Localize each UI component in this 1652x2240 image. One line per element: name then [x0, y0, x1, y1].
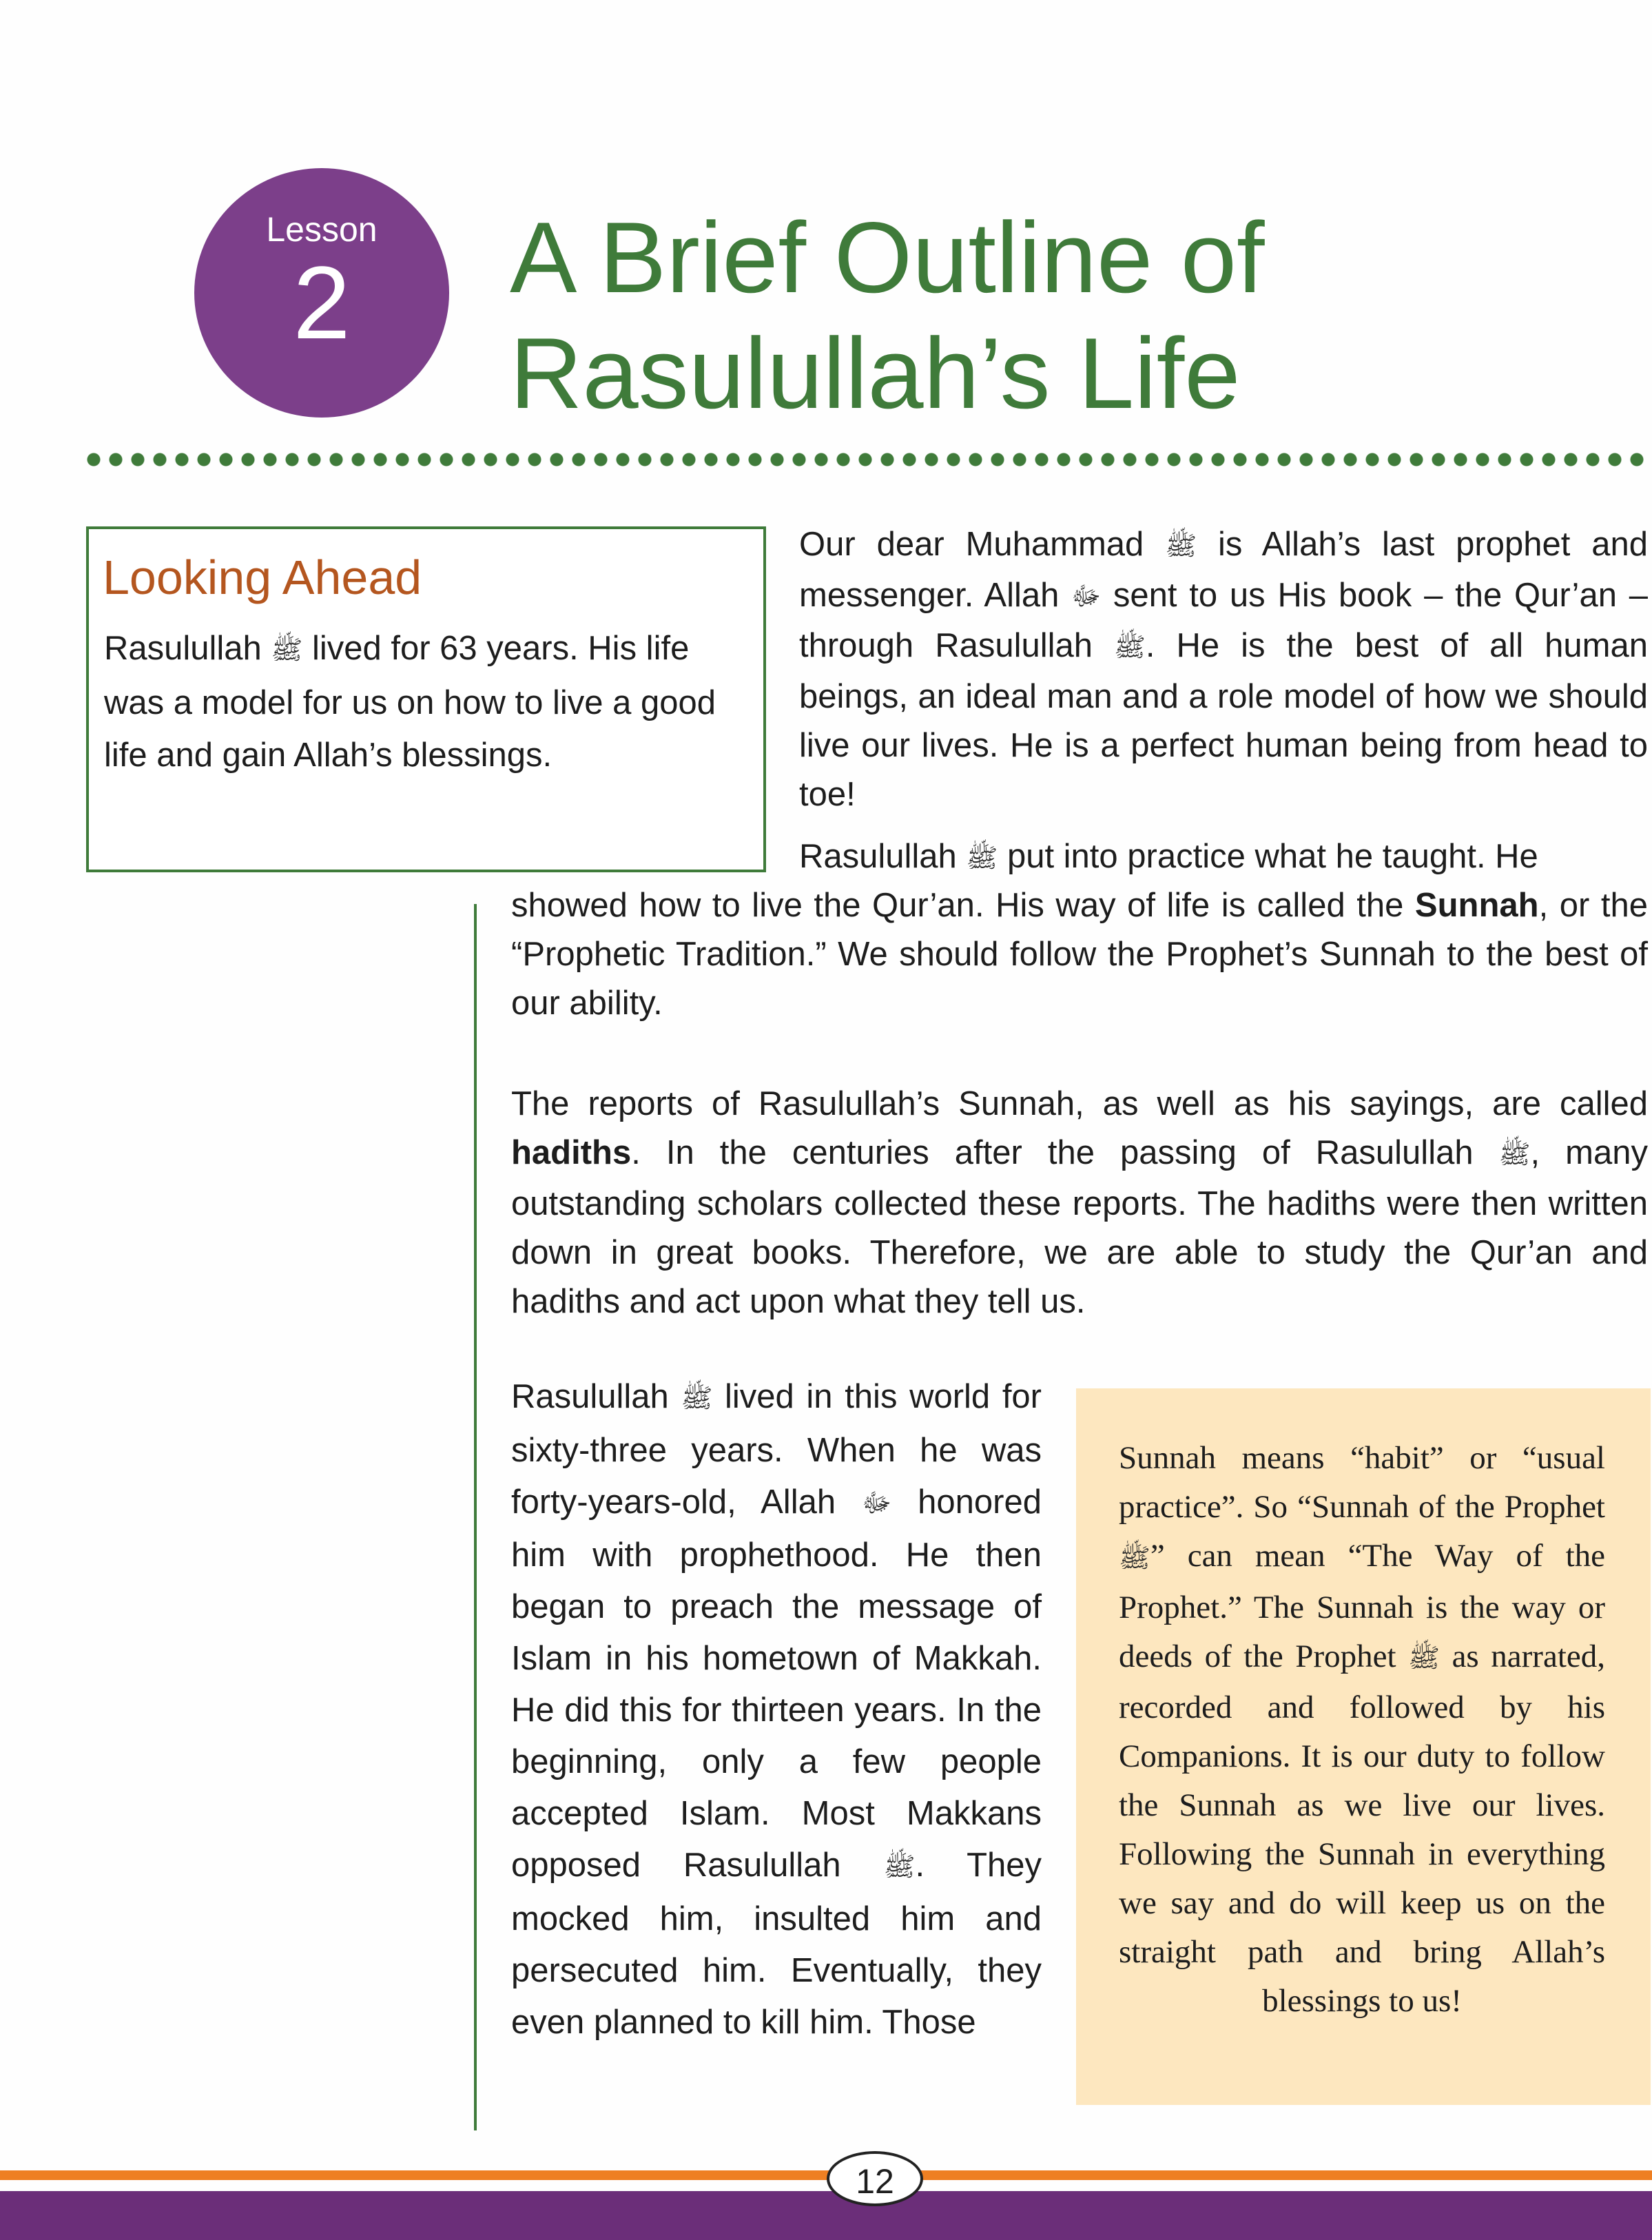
page-title-line-2: Rasulullah’s Life — [510, 317, 1241, 429]
page-title — [510, 200, 1543, 431]
paragraph-life-story: Rasulullah ﷺ lived in this world for sixty-three years. When he was forty-years-old, Allah ﷻ honored him with prophethood. He then began to preach the message of Islam in his hometown of Makkah. He did this for thirteen years. In the beginning, only a few people accepted Islam. Most Makkans opposed Rasulullah ﷺ. They mocked him, insulted him and persecuted him. Eventually, they even planned to kill him. Those — [511, 1371, 1042, 2048]
margin-rule — [474, 904, 477, 2130]
term-hadiths: hadiths — [511, 1134, 632, 1171]
looking-ahead-box — [86, 526, 766, 872]
term-sunnah: Sunnah — [1414, 887, 1539, 924]
salutation-calligraphy-icon: ﷺ — [1114, 633, 1146, 662]
salutation-calligraphy-icon: ﷺ — [966, 843, 998, 873]
paragraph-sunnah: showed how to live the Qur’an. His way of life is called the Sunnah, or the “Prophetic Tradition.” We should follow the Prophet’s Sunnah to the best of our ability. — [511, 887, 1648, 1022]
salutation-calligraphy-icon: ﷺ — [1408, 1644, 1440, 1674]
allah-calligraphy-icon: ﷻ — [862, 1489, 892, 1519]
lesson-badge — [194, 168, 449, 418]
page-number: 12 — [827, 2151, 923, 2206]
sunnah-definition-text: Sunnah means “habit” or “usual practice”. So “Sunnah of the Prophet ﷺ” can mean “The Way of the Prophet.” The Sunnah is the way or deeds of the Prophet ﷺ as narrated, recorded and followed by his Companions. It is our duty to follow the Sunnah as we live our lives. Following the Sunnah in everything we say and do will keep us on the straight path and bring Allah’s blessings to us! — [1119, 1440, 1605, 2020]
page-title-line-1: A Brief Outline of — [510, 201, 1265, 314]
sunnah-definition-box — [1076, 1388, 1651, 2105]
salutation-calligraphy-icon: ﷺ — [271, 636, 303, 666]
salutation-calligraphy-icon: ﷺ — [1165, 531, 1197, 561]
lesson-label: Lesson — [266, 210, 378, 249]
paragraph-prophet-intro: Our dear Muhammad ﷺ is Allah’s last prophet and messenger. Allah ﷻ sent to us His book – the Qur’an – through Rasulullah ﷺ. He is the best of all human beings, an ideal man and a role model of how we should live our lives. He is a perfect human being from head to toe! — [799, 520, 1648, 819]
looking-ahead-text: Rasulullah ﷺ lived for 63 years. His life was a model for us on how to live a good life and gain Allah’s blessings. — [104, 622, 752, 781]
salutation-calligraphy-icon: ﷺ — [883, 1852, 916, 1882]
salutation-calligraphy-icon: ﷺ — [1119, 1543, 1150, 1573]
salutation-calligraphy-icon: ﷺ — [681, 1384, 713, 1413]
paragraph-hadiths: The reports of Rasulullah’s Sunnah, as well as his sayings, are called hadiths. In the centuries after the passing of Rasulullah ﷺ, many outstanding scholars collected these reports. The hadiths were then written down in great books. Therefore, we are able to study the Qur’an and hadiths and act upon what they tell us. — [511, 1085, 1648, 1320]
footer-purple-band — [0, 2191, 1652, 2240]
footer-orange-stripe — [0, 2170, 1652, 2180]
allah-calligraphy-icon: ﷻ — [1071, 582, 1102, 612]
paragraph-sunnah-first-line: Rasulullah ﷺ put into practice what he taught. He — [799, 832, 1648, 883]
looking-ahead-heading: Looking Ahead — [103, 551, 422, 604]
dotted-divider — [83, 451, 1652, 468]
salutation-calligraphy-icon: ﷺ — [1498, 1140, 1531, 1169]
lesson-number: 2 — [293, 245, 351, 360]
